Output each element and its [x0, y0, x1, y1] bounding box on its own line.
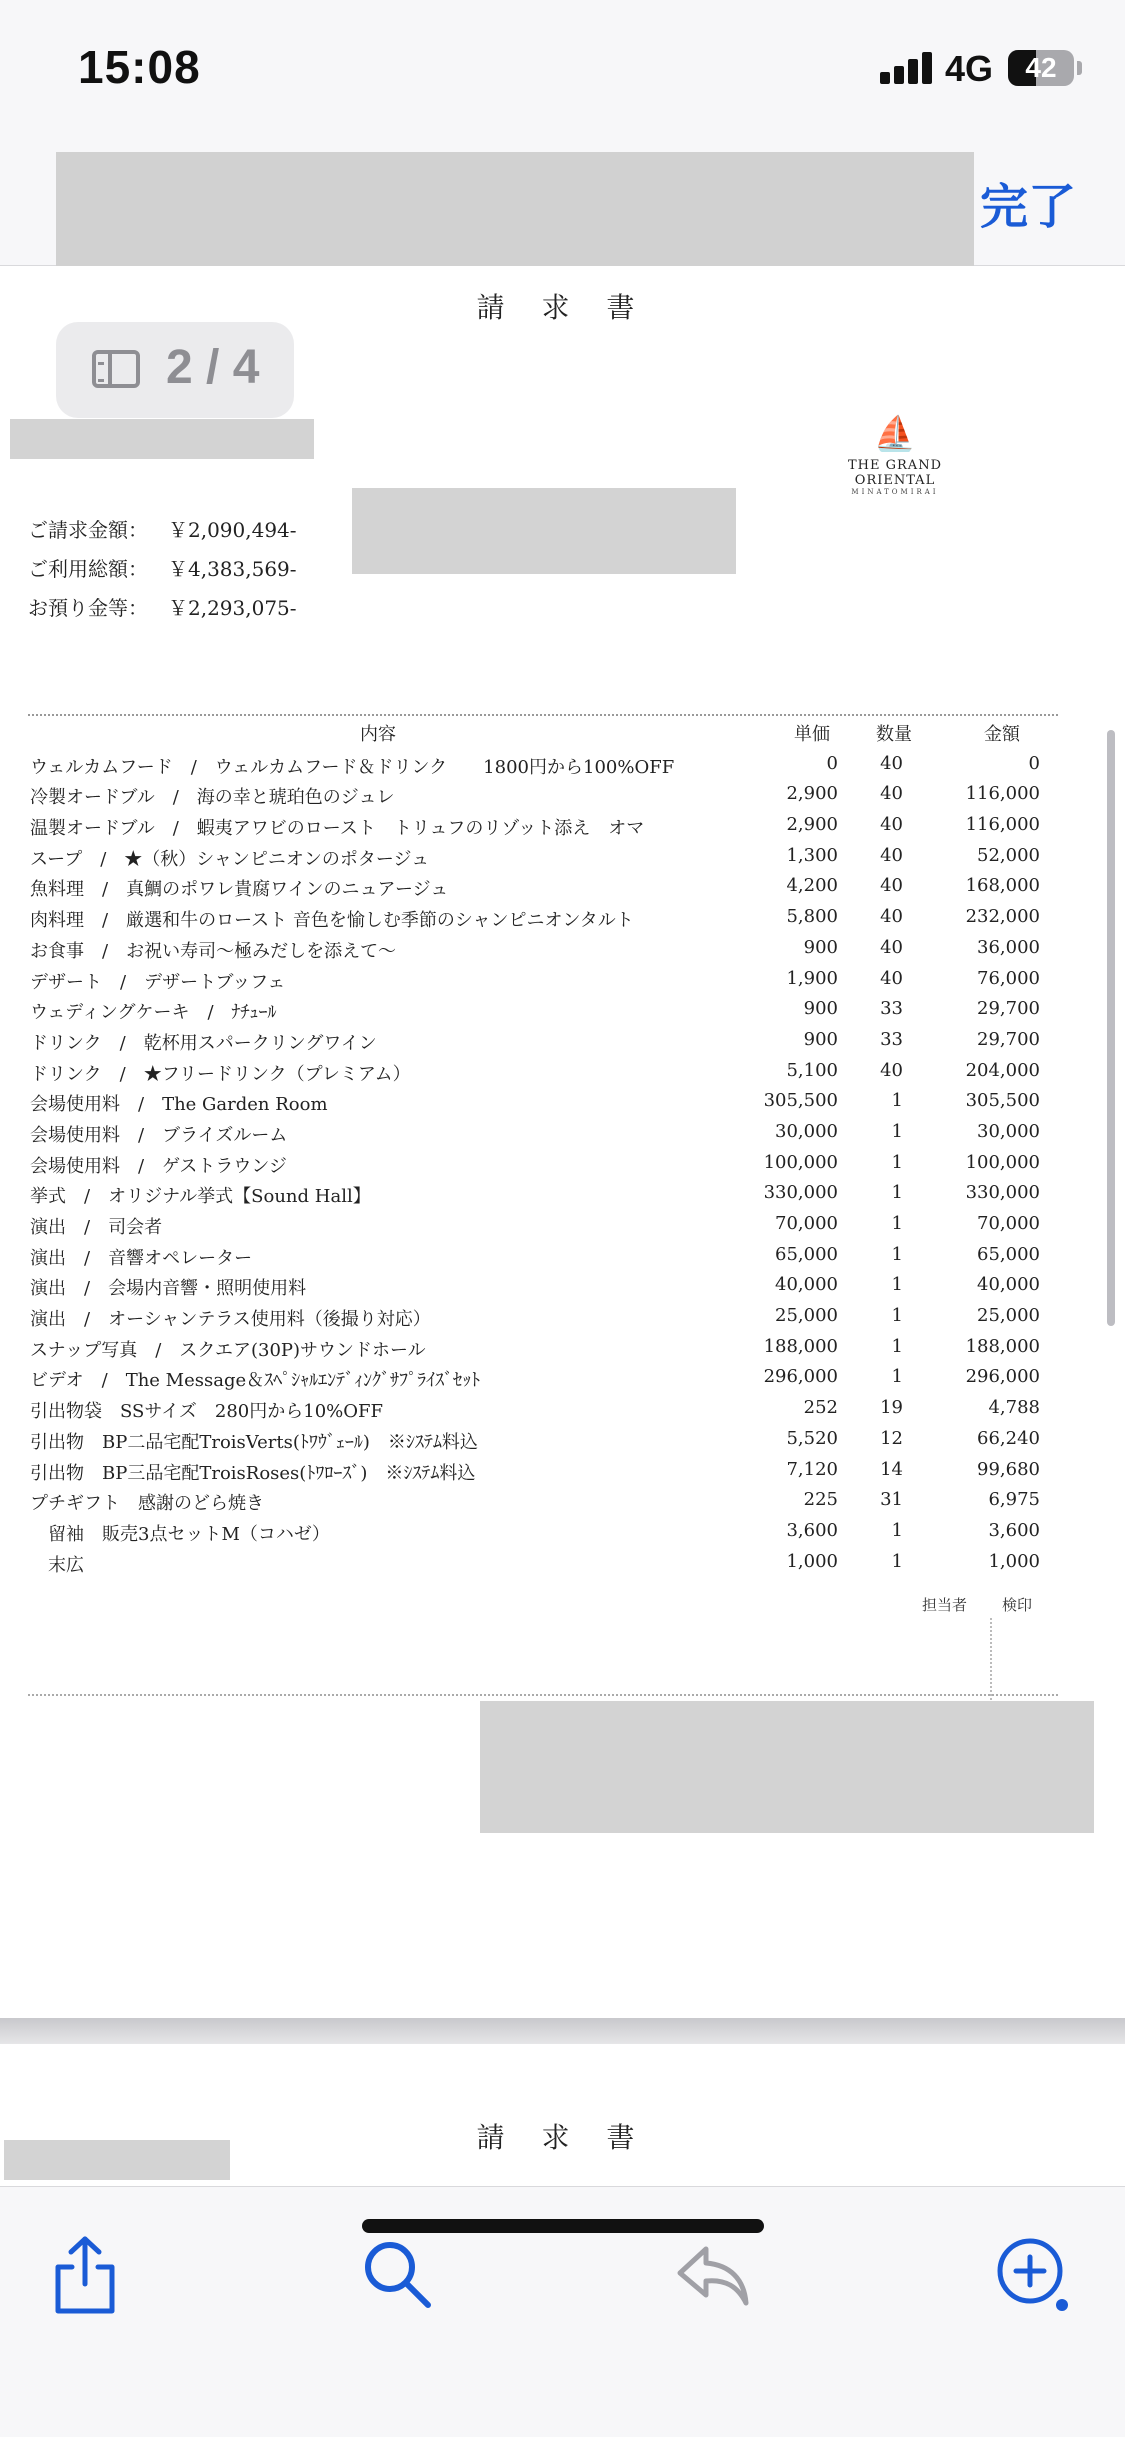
home-indicator	[362, 2219, 764, 2233]
row-unit-price: 65,000	[775, 1243, 838, 1265]
table-row	[28, 1268, 1058, 1299]
page-indicator[interactable]	[56, 322, 294, 418]
document-page[interactable]	[0, 266, 1125, 2018]
row-desc: 会場使用料 / ゲストラウンジ	[30, 1155, 287, 1177]
row-unit-price: 4,200	[786, 875, 838, 897]
row-unit-price: 7,120	[786, 1458, 838, 1480]
row-amount: 0	[1028, 752, 1040, 774]
invoice-table	[28, 714, 1058, 1575]
row-quantity: 19	[880, 1397, 903, 1419]
battery-icon	[1008, 50, 1074, 86]
row-quantity: 1	[891, 1213, 903, 1234]
row-desc: 引出物 BP三品宅配TroisRoses(ﾄﾜﾛｰｽﾞ) ※ｼｽﾃﾑ料込	[30, 1462, 476, 1484]
table-rule	[28, 1694, 1058, 1696]
row-desc: 演出 / 司会者	[30, 1217, 163, 1238]
row-unit-price: 188,000	[763, 1335, 838, 1357]
row-quantity: 12	[880, 1427, 903, 1449]
table-row	[28, 1207, 1058, 1238]
table-row	[28, 747, 1058, 778]
table-row	[28, 1422, 1058, 1453]
redacted-block	[480, 1701, 1094, 1833]
table-row	[28, 1084, 1058, 1115]
row-quantity: 40	[880, 875, 903, 897]
row-quantity: 1	[891, 1519, 903, 1541]
row-amount: 36,000	[977, 936, 1040, 958]
row-desc: 挙式 / オリジナル挙式【Sound Hall】	[30, 1186, 371, 1208]
row-quantity: 40	[880, 752, 903, 774]
summary-label: ご請求金額：	[28, 518, 148, 542]
summary-label: ご利用総額：	[28, 557, 148, 581]
table-row	[28, 962, 1058, 993]
row-amount: 29,700	[977, 998, 1040, 1020]
header-amount: 金額	[984, 724, 1020, 745]
table-row	[28, 1483, 1058, 1514]
stamp-seal: 検印	[1002, 1596, 1033, 1614]
table-row	[28, 1360, 1058, 1391]
row-amount: 29,700	[977, 1028, 1040, 1050]
table-row	[28, 1023, 1058, 1054]
row-desc: スープ / ★（秋）シャンピニオンのポタージュ	[30, 848, 430, 870]
row-amount: 188,000	[965, 1335, 1040, 1357]
row-amount: 100,000	[965, 1151, 1040, 1173]
row-quantity: 1	[891, 1550, 903, 1572]
table-row	[28, 1514, 1058, 1545]
row-desc: ウェディングケーキ / ﾅﾁｭｰﾙ	[30, 1002, 277, 1024]
row-desc: 留袖 販売3点セットM（コハゼ）	[30, 1523, 330, 1545]
table-row	[28, 1330, 1058, 1361]
logo-line-2: MINATOMIRAI	[851, 488, 939, 496]
row-desc: プチギフト 感謝のどら焼き	[30, 1493, 264, 1515]
row-quantity: 1	[891, 1151, 903, 1173]
summary-value: ￥2,293,075-	[168, 596, 297, 620]
table-row	[28, 931, 1058, 962]
row-desc: 演出 / オーシャンテラス使用料（後撮り対応）	[30, 1309, 431, 1331]
row-unit-price: 3,600	[786, 1519, 838, 1541]
document-title: 請 求 書	[476, 291, 649, 324]
table-row	[28, 1238, 1058, 1269]
row-amount: 25,000	[977, 1305, 1040, 1327]
row-desc: お食事 / お祝い寿司～極みだしを添えて～	[30, 940, 397, 962]
row-quantity: 40	[880, 844, 903, 866]
navigation-header	[0, 140, 1125, 266]
redacted-title	[56, 152, 974, 272]
markup-icon[interactable]	[988, 2229, 1078, 2319]
row-unit-price: 252	[803, 1397, 838, 1419]
table-row	[28, 808, 1058, 839]
row-unit-price: 30,000	[775, 1120, 838, 1142]
row-desc: ドリンク / 乾杯用スパークリングワイン	[30, 1032, 377, 1054]
row-quantity: 40	[880, 936, 903, 958]
document-page-next[interactable]	[0, 2044, 1125, 2186]
row-quantity: 31	[880, 1489, 903, 1511]
row-desc: 温製オードブル / 蝦夷アワビのロースト トリュフのリゾット添え オマ	[30, 818, 645, 840]
table-row	[28, 1453, 1058, 1484]
row-amount: 305,500	[965, 1090, 1040, 1112]
row-unit-price: 5,520	[786, 1427, 838, 1449]
table-row	[28, 777, 1058, 808]
row-desc: 引出物 BP二品宅配TroisVerts(ﾄﾜｳﾞｪｰﾙ) ※ｼｽﾃﾑ料込	[30, 1431, 478, 1453]
table-row	[28, 1391, 1058, 1422]
row-unit-price: 1,900	[786, 967, 838, 989]
row-quantity: 14	[880, 1458, 903, 1480]
table-row	[28, 1146, 1058, 1177]
logo-line-1: THE GRAND ORIENTAL	[848, 458, 942, 488]
row-desc: 演出 / 会場内音響・照明使用料	[30, 1278, 307, 1300]
row-unit-price: 40,000	[775, 1274, 838, 1296]
row-desc: 会場使用料 / The Garden Room	[30, 1094, 328, 1116]
row-unit-price: 2,900	[786, 814, 838, 836]
page-indicator-text: 2 / 4	[166, 341, 260, 394]
row-amount: 76,000	[977, 967, 1040, 989]
row-unit-price: 70,000	[775, 1213, 838, 1234]
network-type: 4G	[945, 48, 994, 89]
header-qty: 数量	[876, 724, 912, 745]
summary-value: ￥4,383,569-	[168, 557, 297, 581]
row-desc: ウェルカムフード / ウェルカムフード＆ドリンク 1800円から100%OFF	[30, 756, 675, 778]
row-quantity: 40	[880, 783, 903, 805]
table-row	[28, 1299, 1058, 1330]
row-amount: 6,975	[988, 1489, 1040, 1511]
row-quantity: 1	[891, 1366, 903, 1388]
row-quantity: 1	[891, 1305, 903, 1327]
search-icon[interactable]	[352, 2229, 442, 2319]
row-amount: 232,000	[965, 906, 1040, 928]
row-unit-price: 5,100	[786, 1059, 838, 1081]
summary-total	[28, 553, 297, 582]
row-quantity: 33	[880, 1028, 903, 1050]
redacted-block	[352, 488, 736, 574]
row-desc: ビデオ / The Message＆ｽﾍﾟｼｬﾙｴﾝﾃﾞｨﾝｸﾞｻﾌﾟﾗｲｽﾞｾｯﾄ	[30, 1370, 481, 1392]
row-amount: 168,000	[965, 875, 1040, 897]
row-quantity: 1	[891, 1182, 903, 1204]
row-amount: 40,000	[977, 1274, 1040, 1296]
table-header	[28, 716, 1058, 747]
row-quantity: 1	[891, 1120, 903, 1142]
row-desc: 魚料理 / 真鯛のポワレ貴腐ワインのニュアージュ	[30, 879, 449, 901]
row-desc: 引出物袋 SSサイズ 280円から10%OFF	[30, 1401, 384, 1423]
row-unit-price: 900	[803, 998, 838, 1020]
row-quantity: 1	[891, 1243, 903, 1265]
row-quantity: 40	[880, 1059, 903, 1081]
row-quantity: 40	[880, 906, 903, 928]
table-row	[28, 839, 1058, 870]
table-row	[28, 1115, 1058, 1146]
row-amount: 52,000	[977, 844, 1040, 866]
row-desc: 演出 / 音響オペレーター	[30, 1247, 253, 1269]
summary-deposit	[28, 592, 297, 621]
row-unit-price: 100,000	[763, 1151, 838, 1173]
row-quantity: 1	[891, 1274, 903, 1296]
row-amount: 296,000	[965, 1366, 1040, 1388]
stamp-person: 担当者	[922, 1596, 968, 1614]
row-amount: 1,000	[988, 1550, 1040, 1572]
row-amount: 4,788	[988, 1397, 1040, 1419]
row-desc: 末広	[30, 1554, 84, 1576]
table-row	[28, 1054, 1058, 1085]
row-unit-price: 305,500	[763, 1090, 838, 1112]
row-desc: スナップ写真 / スクエア(30P)サウンドホール	[30, 1339, 426, 1361]
row-unit-price: 296,000	[763, 1366, 838, 1388]
table-row	[28, 1545, 1058, 1576]
battery-tip	[1077, 61, 1082, 75]
row-quantity: 33	[880, 998, 903, 1020]
document-title: 請 求 書	[476, 2121, 649, 2154]
redacted-block	[10, 419, 314, 459]
row-unit-price: 1,000	[786, 1550, 838, 1572]
row-amount: 65,000	[977, 1243, 1040, 1265]
redacted-block	[4, 2140, 230, 2180]
row-unit-price: 225	[803, 1489, 838, 1511]
battery-level: 42	[1025, 52, 1057, 83]
row-amount: 116,000	[965, 814, 1040, 836]
row-amount: 30,000	[977, 1120, 1040, 1142]
row-unit-price: 2,900	[786, 783, 838, 805]
row-amount: 70,000	[977, 1213, 1040, 1234]
row-quantity: 40	[880, 967, 903, 989]
row-unit-price: 900	[803, 936, 838, 958]
row-desc: 肉料理 / 厳選和牛のロースト 音色を愉しむ季節のシャンピニオンタルト	[30, 910, 634, 932]
ship-logo-icon: ⛵	[873, 415, 917, 453]
row-quantity: 1	[891, 1335, 903, 1357]
header-desc: 内容	[360, 724, 396, 745]
share-icon[interactable]	[40, 2229, 130, 2319]
header-unit: 単価	[794, 724, 830, 745]
row-quantity: 1	[891, 1090, 903, 1112]
sidebar-icon	[92, 350, 140, 388]
summary-label: お預り金等：	[28, 596, 148, 620]
row-unit-price: 0	[826, 752, 838, 774]
status-time: 15:08	[78, 41, 201, 93]
row-unit-price: 330,000	[763, 1182, 838, 1204]
reply-icon[interactable]	[668, 2229, 758, 2319]
table-row	[28, 992, 1058, 1023]
signal-icon	[880, 52, 936, 84]
row-amount: 330,000	[965, 1182, 1040, 1204]
row-amount: 66,240	[977, 1427, 1040, 1449]
row-unit-price: 1,300	[786, 844, 838, 866]
table-row	[28, 900, 1058, 931]
done-button[interactable]: 完了	[980, 181, 1077, 234]
row-unit-price: 900	[803, 1028, 838, 1050]
row-desc: デザート / デザートブッフェ	[30, 971, 286, 993]
row-amount: 99,680	[977, 1458, 1040, 1480]
hotel-logo	[820, 416, 970, 496]
row-desc: 冷製オードブル / 海の幸と琥珀色のジュレ	[30, 787, 395, 809]
table-row	[28, 869, 1058, 900]
row-amount: 116,000	[965, 783, 1040, 805]
summary-billing	[28, 514, 297, 543]
status-bar	[0, 0, 1125, 140]
row-amount: 3,600	[988, 1519, 1040, 1541]
scrollbar[interactable]	[1107, 730, 1115, 1326]
row-unit-price: 25,000	[775, 1305, 838, 1327]
page-divider	[0, 2018, 1125, 2044]
summary-value: ￥2,090,494-	[168, 518, 297, 542]
row-quantity: 40	[880, 814, 903, 836]
row-amount: 204,000	[965, 1059, 1040, 1081]
row-unit-price: 5,800	[786, 906, 838, 928]
table-body	[28, 747, 1058, 1576]
row-desc: ドリンク / ★フリードリンク（プレミアム）	[30, 1063, 411, 1085]
row-desc: 会場使用料 / ブライズルーム	[30, 1124, 288, 1146]
table-row	[28, 1176, 1058, 1207]
